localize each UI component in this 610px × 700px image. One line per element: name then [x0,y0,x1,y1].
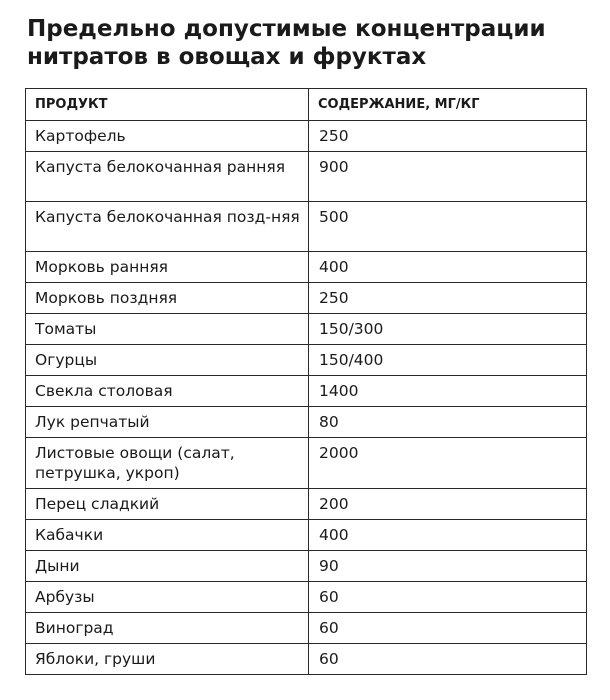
table-row [26,407,587,438]
value-cell: 500 [309,202,587,252]
value-cell: 2000 [309,438,587,489]
table-row [26,376,587,407]
value-cell: 80 [309,407,587,438]
product-cell: Томаты [26,314,309,345]
value-cell: 60 [309,613,587,644]
product-cell: Лук репчатый [26,407,309,438]
page-title: Предельно допустимые концентрации нитратов в овощах и фруктах [27,16,546,70]
table-row [26,520,587,551]
table-row [26,152,587,202]
value-cell: 400 [309,520,587,551]
column-header-content: СОДЕРЖАНИЕ, МГ/КГ [309,89,587,121]
table-row [26,613,587,644]
table-row [26,314,587,345]
product-cell: Огурцы [26,345,309,376]
product-cell: Морковь ранняя [26,252,309,283]
value-cell: 1400 [309,376,587,407]
value-cell: 60 [309,582,587,613]
value-cell: 150/300 [309,314,587,345]
product-cell: Морковь поздняя [26,283,309,314]
table-row [26,283,587,314]
table-row [26,121,587,152]
product-cell: Арбузы [26,582,309,613]
value-cell: 200 [309,489,587,520]
value-cell: 60 [309,644,587,675]
table-row [26,489,587,520]
table-row [26,644,587,675]
value-cell: 250 [309,121,587,152]
product-cell: Картофель [26,121,309,152]
table-row [26,345,587,376]
value-cell: 90 [309,551,587,582]
column-header-product: ПРОДУКТ [26,89,309,121]
value-cell: 900 [309,152,587,202]
table-row [26,202,587,252]
nitrates-table [25,88,587,675]
table-header-row [26,89,587,121]
table-row [26,551,587,582]
product-cell: Яблоки, груши [26,644,309,675]
value-cell: 250 [309,283,587,314]
product-cell: Капуста белокочанная позд-няя [26,202,309,252]
product-cell: Перец сладкий [26,489,309,520]
product-cell: Кабачки [26,520,309,551]
table-row [26,438,587,489]
product-cell: Дыни [26,551,309,582]
product-cell: Капуста белокочанная ранняя [26,152,309,202]
product-cell: Виноград [26,613,309,644]
table-row [26,582,587,613]
table-row [26,252,587,283]
product-cell: Свекла столовая [26,376,309,407]
product-cell: Листовые овощи (салат, петрушка, укроп) [26,438,309,489]
value-cell: 150/400 [309,345,587,376]
value-cell: 400 [309,252,587,283]
